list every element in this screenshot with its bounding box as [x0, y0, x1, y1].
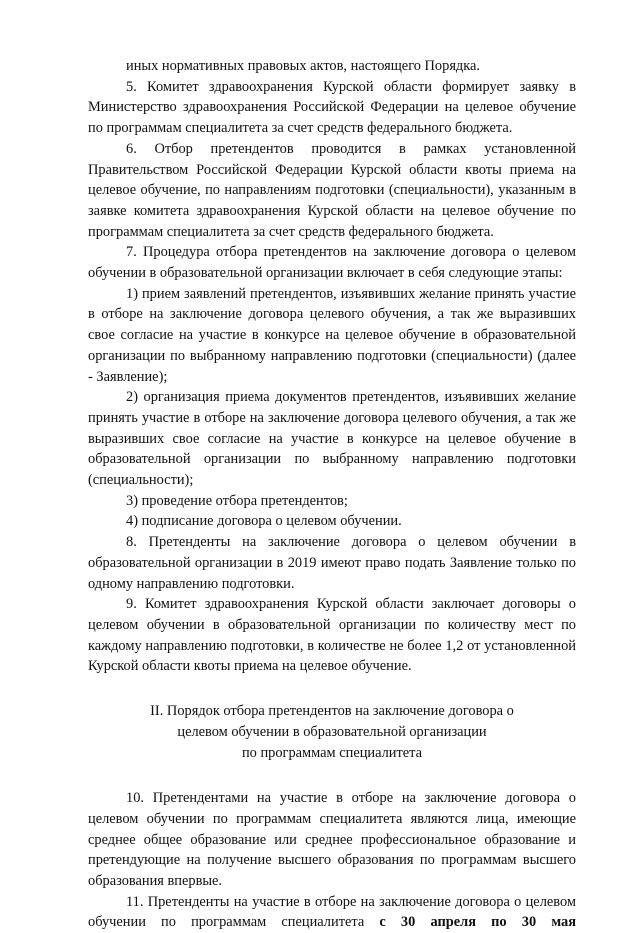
paragraph-6: 6. Отбор претендентов проводится в рамках установленной Правительством Российской Федерации Курской области квоты приема на целевое обучение, по направлениям подготовки (специальности), указанным в заявке комитета здравоохранения Курской области на целевое обучение по программам специалитета за счет средств федерального бюджета.	[88, 140, 576, 240]
continuation-text: иных нормативных правовых актов, настоящего Порядка.	[126, 58, 481, 74]
list-item-2: 2) организация приема документов претендентов, изъявивших желание принять участие в отборе на заключение договора целевого обучения, а так же выразивших свое согласие на участие в конкурсе на целевое обучение в образовательной организации по выбранному направлению подготовки (специальности);	[88, 389, 576, 489]
paragraph-9: 9. Комитет здравоохранения Курской области заключает договоры о целевом обучении в образовательной организации по количеству мест по каждому направлению подготовки, в количестве не более 1,2 от установленной Курской области квоты приема на целевое обучение.	[88, 596, 576, 675]
paragraph-11-text: 11. Претенденты на участие в отборе на заключение договора о целевом обучении по программам специалитета	[88, 893, 576, 931]
paragraph-7: 7. Процедура отбора претендентов на заключение договора о целевом обучении в образовательной организации включает в себя следующие этапы:	[88, 244, 576, 282]
section-heading-line-1: II. Порядок отбора претендентов на заключение договора о	[150, 703, 514, 720]
paragraph-5: 5. Комитет здравоохранения Курской области формирует заявку в Министерство здравоохранения Российской Федерации на целевое обучение по программам специалитета за счет средств федерального бюджета.	[88, 78, 576, 137]
document-page	[88, 56, 576, 933]
list-item-3: 3) проведение отбора претендентов;	[126, 492, 348, 509]
section-heading	[88, 701, 576, 763]
paragraph-11-date-range: с 30 апреля по 30 мая	[379, 914, 577, 931]
section-heading-line-2: целевом обучении в образовательной организации	[177, 723, 487, 740]
paragraph-8: 8. Претенденты на заключение договора о целевом обучении в образовательной организации в 2019 имеют право подать Заявление только по одному направлению подготовки.	[88, 534, 576, 592]
list-item-4: 4) подписание договора о целевом обучении.	[126, 513, 402, 530]
section-heading-line-3: по программам специалитета	[241, 744, 423, 761]
paragraph-10: 10. Претендентами на участие в отборе на заключение договора о целевом обучении по программам специалитета являются лица, имеющие среднее общее образование или среднее профессиональное образование и претендующие на получение высшего образования по программам высшего образования впервые.	[88, 790, 576, 890]
paragraph-11	[88, 892, 576, 933]
list-item-1: 1) прием заявлений претендентов, изъявивших желание принять участие в отборе на заключение договора целевого обучения, а так же выразивших свое согласие на участие в конкурсе на целевое обучение в образовательной организации по выбранному направлению подготовки (специальности) (далее - Заявление);	[88, 285, 576, 385]
